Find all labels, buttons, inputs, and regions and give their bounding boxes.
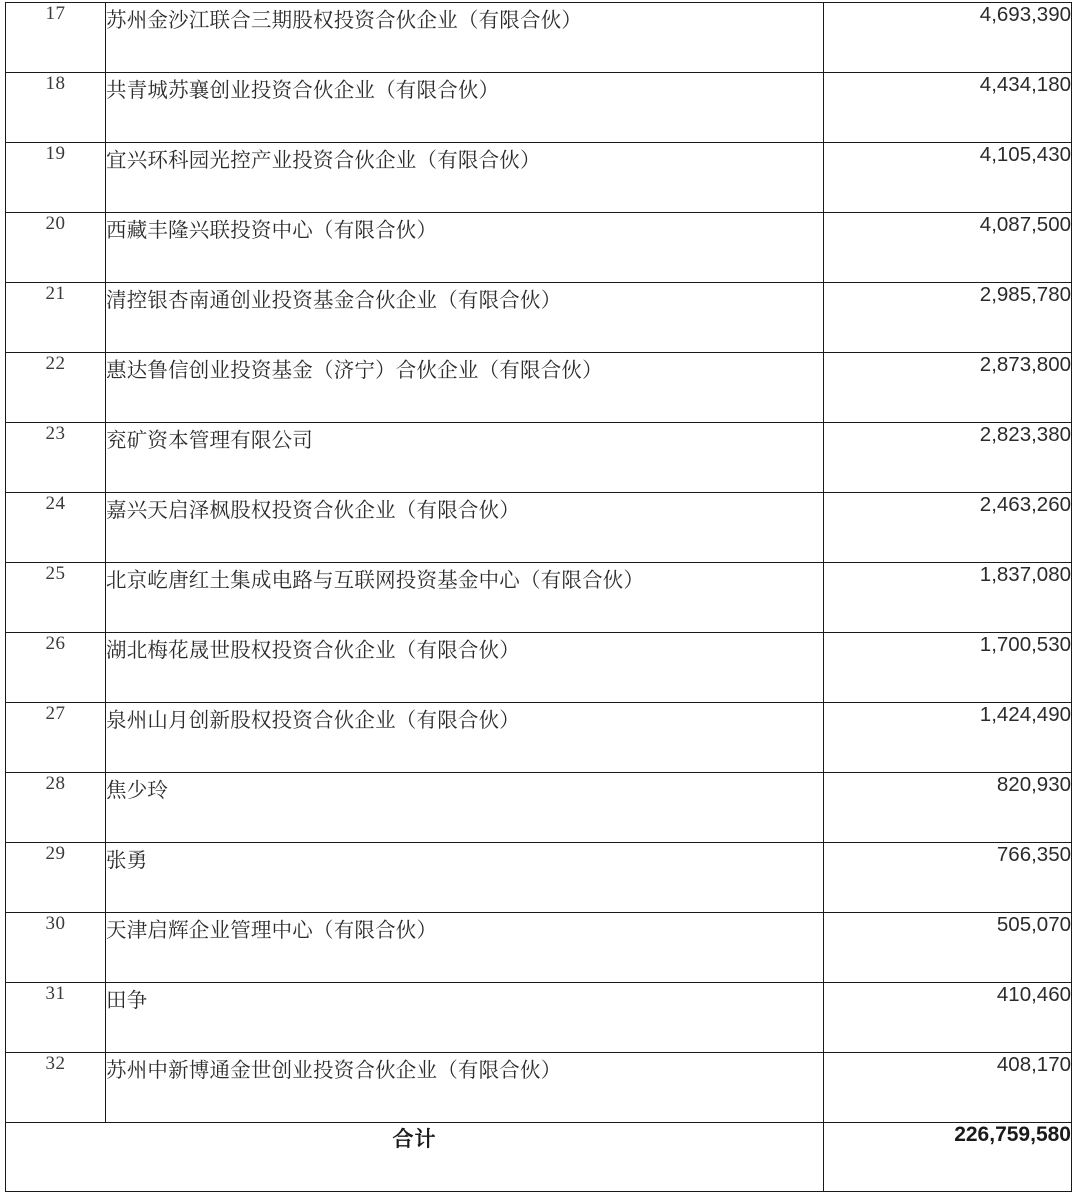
shareholding-amount: 410,460: [824, 983, 1072, 1053]
shareholding-amount: 4,434,180: [824, 73, 1072, 143]
table-total-row: [6, 1123, 1072, 1192]
table-row: [6, 773, 1072, 843]
table-row: [6, 353, 1072, 423]
row-index: 19: [6, 143, 106, 213]
shareholder-name: 湖北梅花晟世股权投资合伙企业（有限合伙）: [106, 633, 824, 703]
row-index: 21: [6, 283, 106, 353]
row-index: 27: [6, 703, 106, 773]
row-index: 18: [6, 73, 106, 143]
shareholder-name: 焦少玲: [106, 773, 824, 843]
shareholder-name: 惠达鲁信创业投资基金（济宁）合伙企业（有限合伙）: [106, 353, 824, 423]
table-row: [6, 213, 1072, 283]
shareholder-name: 宜兴环科园光控产业投资合伙企业（有限合伙）: [106, 143, 824, 213]
row-index: 23: [6, 423, 106, 493]
row-index: 29: [6, 843, 106, 913]
shareholding-amount: 820,930: [824, 773, 1072, 843]
shareholder-name: 田争: [106, 983, 824, 1053]
shareholder-name: 西藏丰隆兴联投资中心（有限合伙）: [106, 213, 824, 283]
shareholder-name: 天津启辉企业管理中心（有限合伙）: [106, 913, 824, 983]
row-index: 25: [6, 563, 106, 633]
row-index: 20: [6, 213, 106, 283]
total-label: 合计: [6, 1123, 824, 1192]
shareholder-name: 泉州山月创新股权投资合伙企业（有限合伙）: [106, 703, 824, 773]
table-row: [6, 843, 1072, 913]
shareholder-name: 苏州中新博通金世创业投资合伙企业（有限合伙）: [106, 1053, 824, 1123]
shareholding-amount: 4,105,430: [824, 143, 1072, 213]
shareholding-amount: 766,350: [824, 843, 1072, 913]
row-index: 28: [6, 773, 106, 843]
shareholding-amount: 2,873,800: [824, 353, 1072, 423]
row-index: 31: [6, 983, 106, 1053]
shareholding-amount: 1,424,490: [824, 703, 1072, 773]
table-row: [6, 703, 1072, 773]
shareholder-name: 兖矿资本管理有限公司: [106, 423, 824, 493]
shareholder-name: 共青城苏襄创业投资合伙企业（有限合伙）: [106, 73, 824, 143]
shareholder-name: 嘉兴天启泽枫股权投资合伙企业（有限合伙）: [106, 493, 824, 563]
row-index: 30: [6, 913, 106, 983]
row-index: 26: [6, 633, 106, 703]
table-row: [6, 3, 1072, 73]
shareholding-amount: 2,823,380: [824, 423, 1072, 493]
row-index: 24: [6, 493, 106, 563]
table-row: [6, 143, 1072, 213]
total-amount: 226,759,580: [824, 1123, 1072, 1192]
table-row: [6, 1053, 1072, 1123]
table-row: [6, 493, 1072, 563]
row-index: 17: [6, 3, 106, 73]
shareholding-amount: 4,087,500: [824, 213, 1072, 283]
row-index: 32: [6, 1053, 106, 1123]
shareholding-amount: 505,070: [824, 913, 1072, 983]
shareholding-amount: 2,463,260: [824, 493, 1072, 563]
table-row: [6, 423, 1072, 493]
table-row: [6, 283, 1072, 353]
row-index: 22: [6, 353, 106, 423]
shareholding-amount: 408,170: [824, 1053, 1072, 1123]
table-row: [6, 563, 1072, 633]
shareholder-name: 北京屹唐红土集成电路与互联网投资基金中心（有限合伙）: [106, 563, 824, 633]
table-row: [6, 73, 1072, 143]
table-row: [6, 633, 1072, 703]
shareholding-amount: 1,837,080: [824, 563, 1072, 633]
shareholder-name: 清控银杏南通创业投资基金合伙企业（有限合伙）: [106, 283, 824, 353]
shareholding-amount: 1,700,530: [824, 633, 1072, 703]
table-row: [6, 913, 1072, 983]
shareholding-amount: 2,985,780: [824, 283, 1072, 353]
shareholder-table: [5, 2, 1072, 1192]
shareholder-name: 苏州金沙江联合三期股权投资合伙企业（有限合伙）: [106, 3, 824, 73]
table-body: [6, 3, 1072, 1192]
shareholder-name: 张勇: [106, 843, 824, 913]
table-row: [6, 983, 1072, 1053]
shareholding-amount: 4,693,390: [824, 3, 1072, 73]
